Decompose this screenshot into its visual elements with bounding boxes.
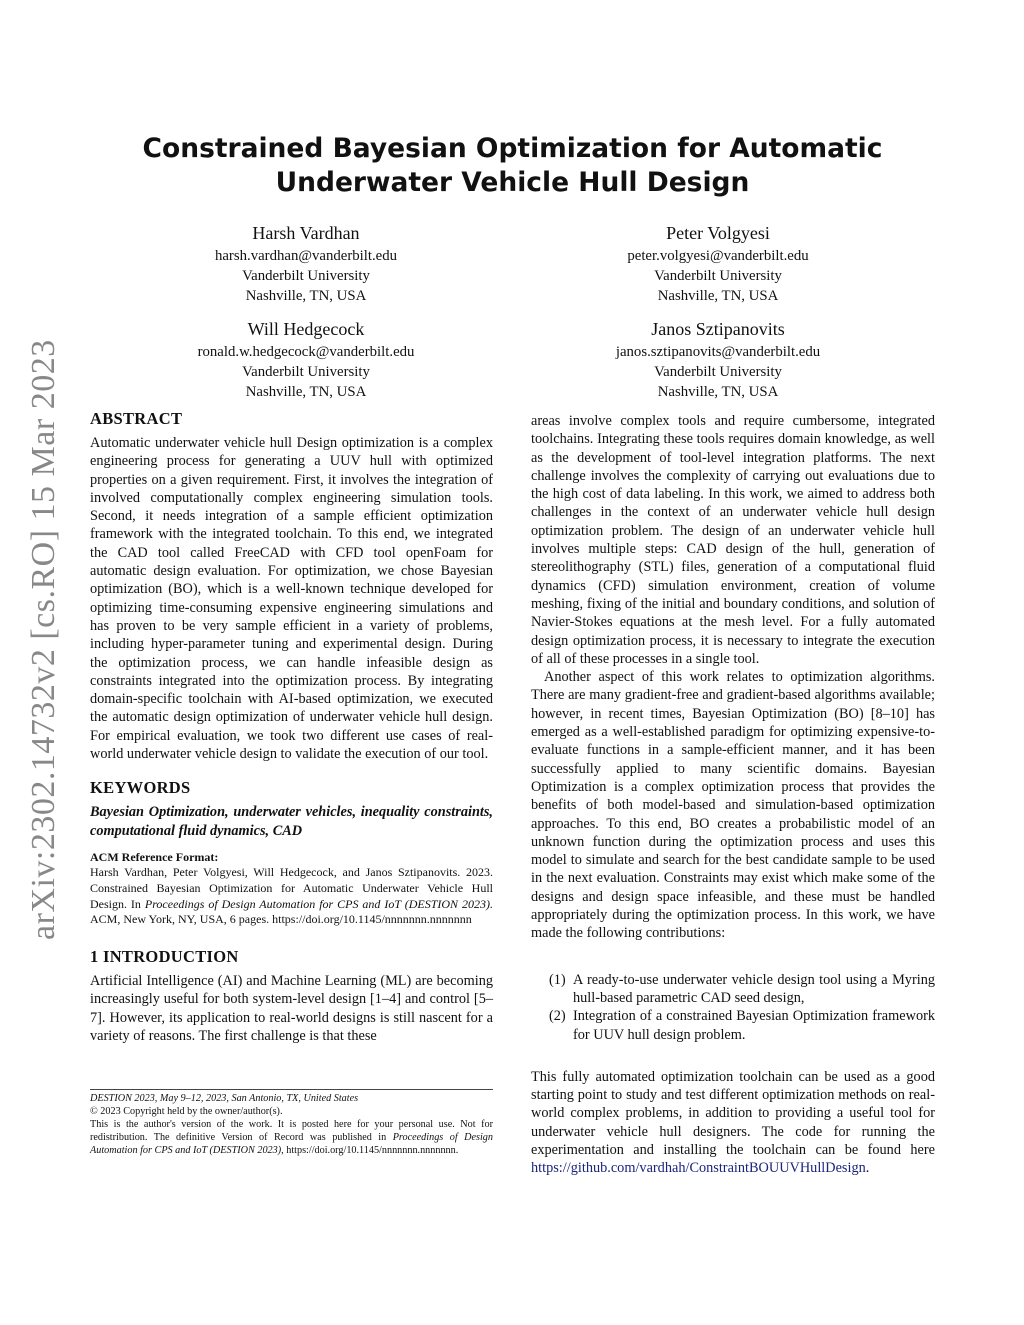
author-block <box>553 220 883 306</box>
author-block <box>553 316 883 402</box>
footnote-notice-venue: Proceedings of Design Automation for CPS and IoT (DESTION 2023) <box>90 1131 493 1156</box>
list-item-number: (2) <box>549 1008 566 1025</box>
acm-reference-authors: Harsh Vardhan, Peter Volgyesi, Will Hedgecock, and Janos Sztipanovits. 2023. Constrained Bayesian Optimization for Automatic Underwater Vehicle Hull Design. In <box>90 864 493 911</box>
list-item <box>531 971 935 1008</box>
keywords-heading: KEYWORDS <box>90 778 191 798</box>
left-column <box>90 408 493 1045</box>
footnote-notice-pre: This is the author's version of the work. It is posted here for your personal use. Not for redistribution. The definitive Version of Record was published in <box>90 1118 493 1143</box>
author-name: Will Hedgecock <box>247 319 365 339</box>
intro-paragraph-3-text: This fully automated optimization toolchain can be used as a good starting point to study and test different optimization methods on real-world complex problems, in addition to providing a useful tool for underwater vehicle hull designers. The code for running the experimentation and installing the toolchain can be found here <box>531 1068 935 1158</box>
acm-reference-venue: Proceedings of Design Automation for CPS and IoT (DESTION 2023). <box>144 896 493 911</box>
author-block <box>141 220 471 306</box>
author-email[interactable]: ronald.w.hedgecock@vanderbilt.edu <box>197 344 415 360</box>
author-block <box>141 316 471 402</box>
footnote <box>90 1093 493 1158</box>
list-item-text: A ready-to-use underwater vehicle design tool using a Myring hull-based parametric CAD seed design, <box>573 971 935 1006</box>
abstract-text: Automatic underwater vehicle hull Design optimization is a complex engineering process for generating a UUV hull with optimized properties on a given requirement. First, it involves the integration of involved computationally complex engineering simulation tools. Second, it needs integration of a sample efficient optimization framework with the integrated toolchain. To this end, we integrated the CAD tool called FreeCAD with CFD tool openFoam for automatic design evaluation. For optimization, we chose Bayesian optimization (BO), which is a well-known technique developed for optimizing time-consuming expensive engineering simulations and has proven to be very sample efficient in a variety of problems, including hyper-parameter tuning and experimental design. During the optimization process, we can handle infeasible design as constraints integrated into the optimization process. By integrating domain-specific toolchain with AI-based optimization, we executed the automatic design optimization of underwater vehicle hull design. For empirical evaluation, we took two different use cases of real-world underwater vehicle design to validate the execution of our tool. <box>90 435 493 763</box>
arxiv-stamp: arXiv:2302.14732v2 [cs.RO] 15 Mar 2023 <box>25 339 62 940</box>
link-tail: . <box>865 1160 870 1177</box>
keywords-text: Bayesian Optimization, underwater vehicles, inequality constraints, computational fluid dynamics, CAD <box>90 804 493 839</box>
author-name: Peter Volgyesi <box>666 223 770 243</box>
author-location: Nashville, TN, USA <box>245 384 367 400</box>
author-location: Nashville, TN, USA <box>245 288 367 304</box>
abstract-heading: ABSTRACT <box>90 409 183 428</box>
introduction-text: Artificial Intelligence (AI) and Machine Learning (ML) are becoming increasingly useful for both system-level design [1–4] and control [5–7]. However, its application to real-world designs is still nascent for a variety of reasons. The first challenge is that these <box>90 973 493 1045</box>
list-item-text: Integration of a constrained Bayesian Optimization framework for UUV hull design problem. <box>573 1008 935 1043</box>
footnote-notice-post: , https://doi.org/10.1145/nnnnnnn.nnnnnnn. <box>281 1144 459 1156</box>
author-affiliation: Vanderbilt University <box>242 268 370 284</box>
paper-title: Constrained Bayesian Optimization for Automatic Underwater Vehicle Hull Design <box>142 133 883 198</box>
author-location: Nashville, TN, USA <box>657 288 779 304</box>
author-email[interactable]: harsh.vardhan@vanderbilt.edu <box>214 248 398 264</box>
author-affiliation: Vanderbilt University <box>654 364 782 380</box>
author-name: Harsh Vardhan <box>252 223 360 243</box>
footnote-notice <box>90 1119 493 1158</box>
author-email[interactable]: janos.sztipanovits@vanderbilt.edu <box>615 344 821 360</box>
author-affiliation: Vanderbilt University <box>654 268 782 284</box>
footnote-venue: DESTION 2023, May 9–12, 2023, San Antonio, TX, United States <box>90 1093 359 1104</box>
intro-paragraph-3 <box>531 1068 935 1178</box>
acm-reference-heading: ACM Reference Format: <box>90 849 219 864</box>
footnote-divider <box>90 1089 493 1090</box>
author-location: Nashville, TN, USA <box>657 384 779 400</box>
list-item <box>531 1007 935 1044</box>
intro-paragraph-1: areas involve complex tools and require cumbersome, integrated toolchains. Integrating these tools requires domain knowledge, as well as the development of tool-level integration platforms. The next challenge involves the complexity of carrying out evaluations due to the high cost of data labeling. In this work, we aimed to address both challenges in the context of an underwater vehicle hull design optimization problem. The design of an underwater vehicle hull involves multiple steps: CAD design of the hull, generation of stereolithography (STL) files, generation of a computational fluid dynamics (CFD) simulation environment, creation of volume meshing, fixing of the initial and boundary conditions, and solution of Navier-Stokes equations at the mesh level. For a fully automated design optimization process, it is necessary to integrate the execution of all of these processes in a single tool. <box>531 413 935 667</box>
intro-paragraph-2: Another aspect of this work relates to optimization algorithms. There are many gradient-free and gradient-based algorithms available; however, in recent times, Bayesian Optimization (BO) [8–10] has emerged as a well-established paradigm for optimizing expensive-to-evaluate functions in a sample-efficient manner, and it has been successfully applied to many scientific domains. Bayesian Optimization is a complex optimization process that provides the benefits of both model-based and simulation-based optimization approaches. To this end, BO creates a probabilistic model of an unknown function during the optimization process and uses this model to simulate and search for the best candidate sample to be used in the next evaluation. Constraints may exist which make some of the designs and design space infeasible, and these must be handled appropriately during the optimization process. In this work, we have made the following contributions: <box>531 669 935 942</box>
author-affiliation: Vanderbilt University <box>242 364 370 380</box>
author-name: Janos Sztipanovits <box>651 319 785 339</box>
acm-reference-tail: ACM, New York, NY, USA, 6 pages. https://doi.org/10.1145/nnnnnnn.nnnnnnn <box>90 912 472 927</box>
github-link[interactable]: https://github.com/vardhah/ConstraintBOUUVHullDesign <box>531 1160 866 1177</box>
footnote-copyright: © 2023 Copyright held by the owner/author(s). <box>90 1105 283 1117</box>
right-column <box>531 412 935 1178</box>
contributions-list <box>531 971 935 1044</box>
list-item-number: (1) <box>549 971 566 988</box>
acm-reference-text <box>90 865 493 928</box>
author-email[interactable]: peter.volgyesi@vanderbilt.edu <box>627 248 809 264</box>
introduction-heading: 1 INTRODUCTION <box>90 947 239 967</box>
